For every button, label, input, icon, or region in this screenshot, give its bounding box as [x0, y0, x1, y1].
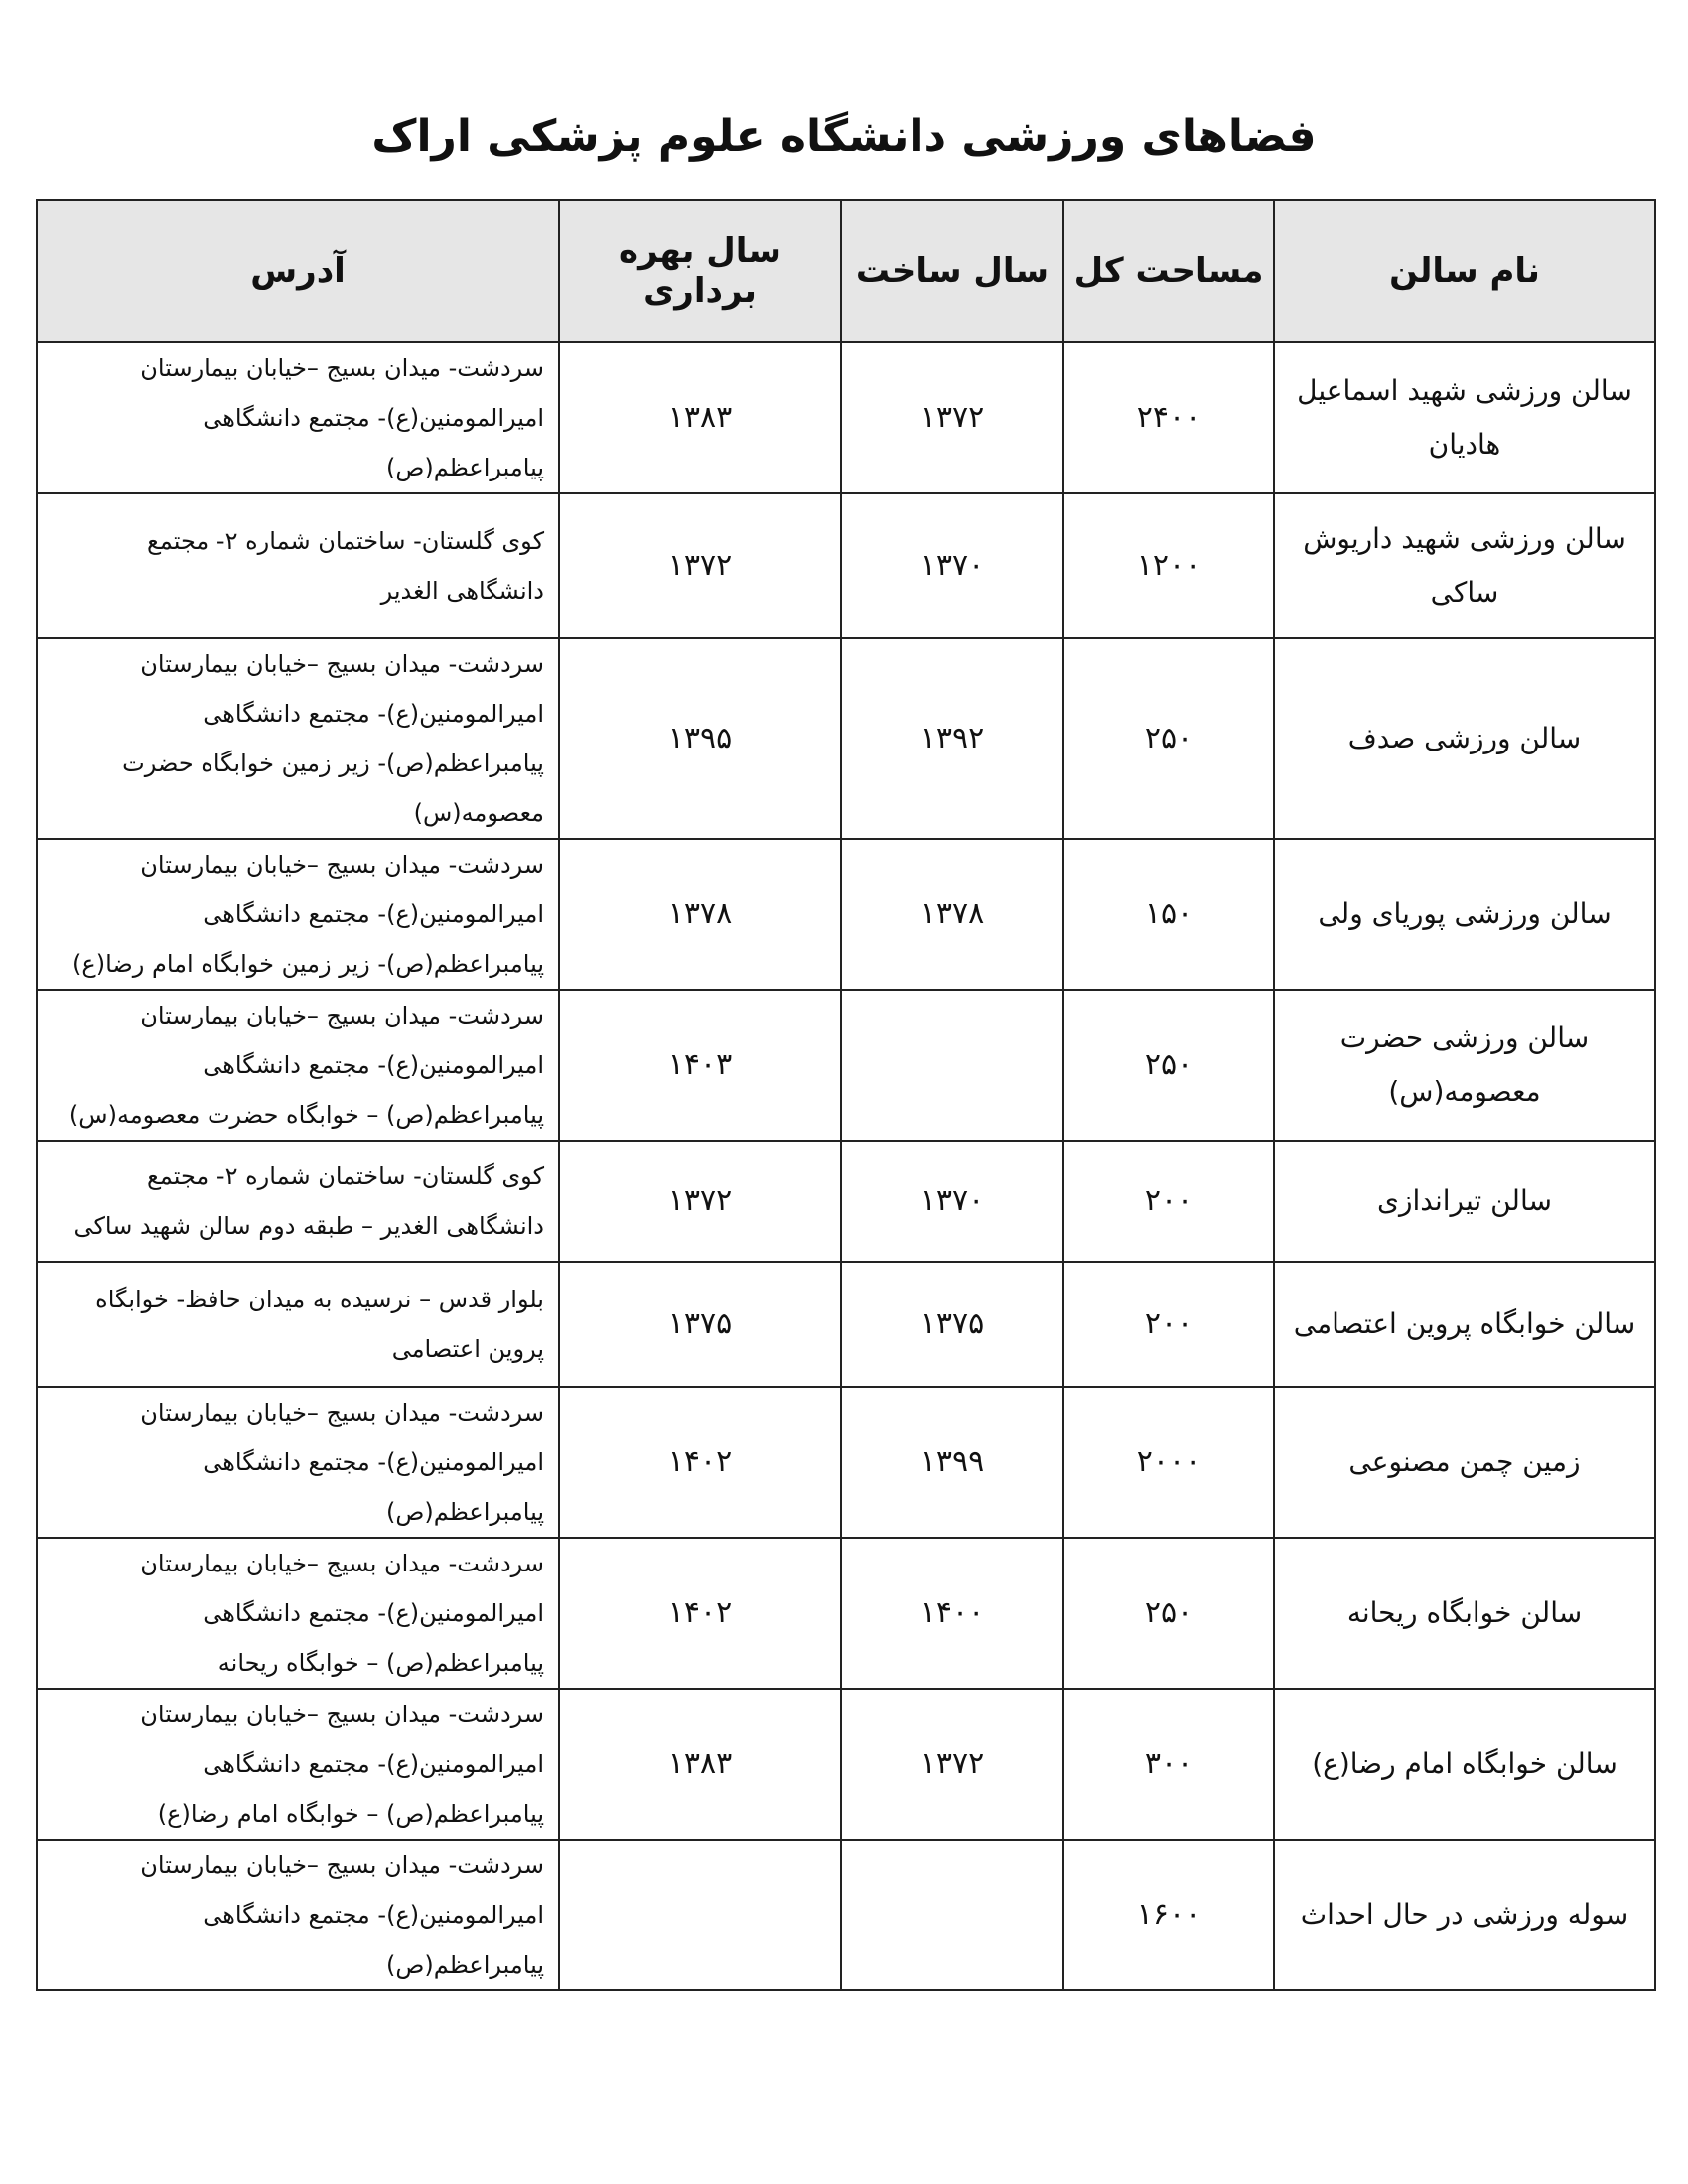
cell-build-year — [841, 1840, 1063, 1990]
cell-name: سالن ورزشی شهید اسماعیل هادیان — [1274, 342, 1655, 493]
cell-operation-year: ۱۳۷۸ — [559, 839, 841, 990]
cell-area: ۲۰۰ — [1063, 1141, 1274, 1262]
cell-build-year: ۱۳۹۲ — [841, 638, 1063, 839]
header-name: نام سالن — [1274, 200, 1655, 342]
cell-address: سردشت- میدان بسیج –خیابان بیمارستان امیرالمومنین(ع)- مجتمع دانشگاهی پیامبراعظم(ص)- زیر زمین خوابگاه امام رضا(ع) — [37, 839, 559, 990]
cell-name: سوله ورزشی در حال احداث — [1274, 1840, 1655, 1990]
cell-operation-year: ۱۳۸۳ — [559, 342, 841, 493]
cell-area: ۱۵۰ — [1063, 839, 1274, 990]
table-header-row — [37, 200, 1655, 342]
table-row — [37, 342, 1655, 493]
cell-operation-year: ۱۳۷۲ — [559, 493, 841, 638]
table-row — [37, 638, 1655, 839]
cell-operation-year: ۱۴۰۳ — [559, 990, 841, 1141]
cell-name: سالن ورزشی حضرت معصومه(س) — [1274, 990, 1655, 1141]
cell-area: ۱۲۰۰ — [1063, 493, 1274, 638]
cell-name: سالن خوابگاه ریحانه — [1274, 1538, 1655, 1689]
cell-area: ۲۵۰ — [1063, 1538, 1274, 1689]
header-area: مساحت کل — [1063, 200, 1274, 342]
cell-build-year: ۱۴۰۰ — [841, 1538, 1063, 1689]
cell-address: سردشت- میدان بسیج –خیابان بیمارستان امیرالمومنین(ع)- مجتمع دانشگاهی پیامبراعظم(ص) — [37, 342, 559, 493]
page-title: فضاهای ورزشی دانشگاه علوم پزشکی اراک — [371, 111, 1317, 162]
cell-area: ۳۰۰ — [1063, 1689, 1274, 1840]
table-row — [37, 1262, 1655, 1387]
cell-name: سالن ورزشی پوریای ولی — [1274, 839, 1655, 990]
cell-address: سردشت- میدان بسیج –خیابان بیمارستان امیرالمومنین(ع)- مجتمع دانشگاهی پیامبراعظم(ص) – خوابگاه امام رضا(ع) — [37, 1689, 559, 1840]
header-operation-year: سال بهره برداری — [559, 200, 841, 342]
cell-area: ۲۵۰ — [1063, 638, 1274, 839]
cell-operation-year: ۱۳۸۳ — [559, 1689, 841, 1840]
cell-operation-year: ۱۳۷۵ — [559, 1262, 841, 1387]
cell-address: بلوار قدس – نرسیده به میدان حافظ- خوابگاه پروین اعتصامی — [37, 1262, 559, 1387]
cell-address: کوی گلستان- ساختمان شماره ۲- مجتمع دانشگاهی الغدیر — [37, 493, 559, 638]
cell-build-year: ۱۳۷۰ — [841, 493, 1063, 638]
cell-address: سردشت- میدان بسیج –خیابان بیمارستان امیرالمومنین(ع)- مجتمع دانشگاهی پیامبراعظم(ص) — [37, 1387, 559, 1538]
table-row — [37, 839, 1655, 990]
cell-operation-year: ۱۳۷۲ — [559, 1141, 841, 1262]
cell-build-year: ۱۳۷۰ — [841, 1141, 1063, 1262]
cell-build-year — [841, 990, 1063, 1141]
cell-area: ۲۴۰۰ — [1063, 342, 1274, 493]
cell-name: سالن ورزشی صدف — [1274, 638, 1655, 839]
sports-facilities-table — [36, 199, 1656, 1991]
cell-area: ۲۵۰ — [1063, 990, 1274, 1141]
cell-address: کوی گلستان- ساختمان شماره ۲- مجتمع دانشگاهی الغدیر – طبقه دوم سالن شهید ساکی — [37, 1141, 559, 1262]
cell-operation-year — [559, 1840, 841, 1990]
cell-build-year: ۱۳۹۹ — [841, 1387, 1063, 1538]
cell-area: ۲۰۰ — [1063, 1262, 1274, 1387]
cell-area: ۲۰۰۰ — [1063, 1387, 1274, 1538]
cell-build-year: ۱۳۷۸ — [841, 839, 1063, 990]
cell-address: سردشت- میدان بسیج –خیابان بیمارستان امیرالمومنین(ع)- مجتمع دانشگاهی پیامبراعظم(ص)- زیر زمین خوابگاه حضرت معصومه(س) — [37, 638, 559, 839]
cell-operation-year: ۱۳۹۵ — [559, 638, 841, 839]
table-row — [37, 493, 1655, 638]
cell-build-year: ۱۳۷۲ — [841, 342, 1063, 493]
cell-operation-year: ۱۴۰۲ — [559, 1387, 841, 1538]
table-row — [37, 1141, 1655, 1262]
cell-name: سالن تیراندازی — [1274, 1141, 1655, 1262]
cell-address: سردشت- میدان بسیج –خیابان بیمارستان امیرالمومنین(ع)- مجتمع دانشگاهی پیامبراعظم(ص) – خوابگاه حضرت معصومه(س) — [37, 990, 559, 1141]
table-row — [37, 990, 1655, 1141]
cell-build-year: ۱۳۷۵ — [841, 1262, 1063, 1387]
header-address: آدرس — [37, 200, 559, 342]
cell-build-year: ۱۳۷۲ — [841, 1689, 1063, 1840]
header-build-year: سال ساخت — [841, 200, 1063, 342]
cell-name: سالن خوابگاه امام رضا(ع) — [1274, 1689, 1655, 1840]
cell-address: سردشت- میدان بسیج –خیابان بیمارستان امیرالمومنین(ع)- مجتمع دانشگاهی پیامبراعظم(ص) – خوابگاه ریحانه — [37, 1538, 559, 1689]
table-row — [37, 1538, 1655, 1689]
cell-name: سالن خوابگاه پروین اعتصامی — [1274, 1262, 1655, 1387]
cell-area: ۱۶۰۰ — [1063, 1840, 1274, 1990]
table-row — [37, 1840, 1655, 1990]
table-row — [37, 1689, 1655, 1840]
cell-name: زمین چمن مصنوعی — [1274, 1387, 1655, 1538]
cell-operation-year: ۱۴۰۲ — [559, 1538, 841, 1689]
cell-address: سردشت- میدان بسیج –خیابان بیمارستان امیرالمومنین(ع)- مجتمع دانشگاهی پیامبراعظم(ص) — [37, 1840, 559, 1990]
cell-name: سالن ورزشی شهید داریوش ساکی — [1274, 493, 1655, 638]
table-row — [37, 1387, 1655, 1538]
